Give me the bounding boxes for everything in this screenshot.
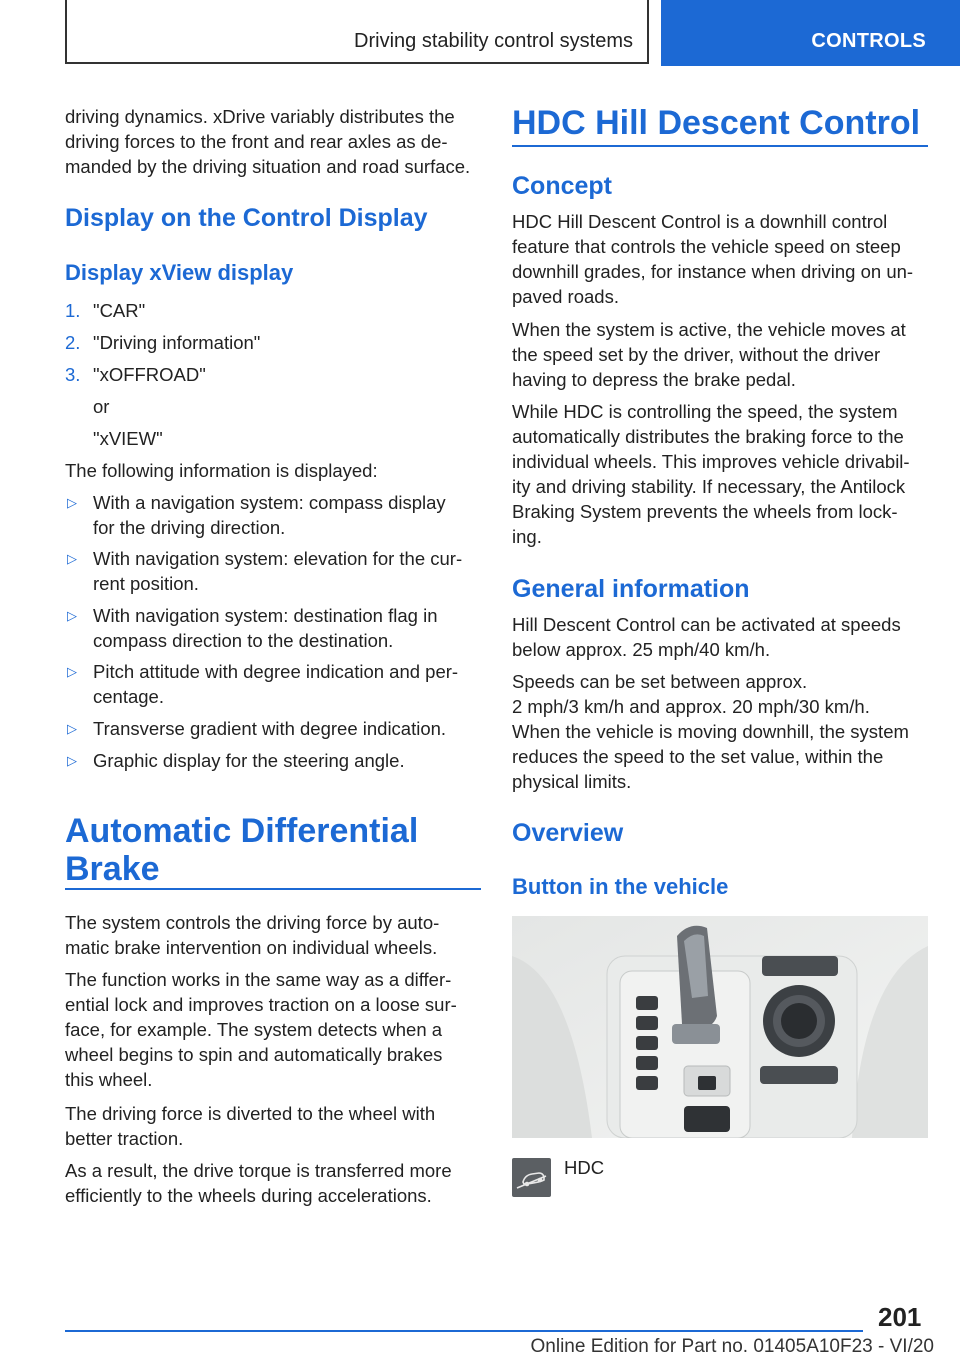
- text-line: individual wheels. This improves vehicle drivabil-: [512, 451, 910, 472]
- general-paragraph-2: [512, 669, 909, 794]
- page-number: 201: [878, 1302, 922, 1332]
- heading-general-information: General information: [512, 575, 750, 603]
- text-line: With a navigation system: compass display: [93, 492, 446, 513]
- concept-paragraph-2: [512, 317, 906, 392]
- footer-rule: [65, 1330, 863, 1332]
- text-line: 2 mph/3 km/h and approx. 20 mph/30 km/h.: [512, 696, 870, 717]
- text-line: While HDC is controlling the speed, the system: [512, 401, 898, 422]
- adb-paragraph-1: [65, 910, 439, 960]
- text-line: Braking System prevents the wheels from lock-: [512, 501, 898, 522]
- list-item: [93, 659, 458, 709]
- center-console-illustration: [512, 916, 928, 1138]
- text-line: compass direction to the destination.: [93, 630, 394, 651]
- general-paragraph-1: [512, 612, 901, 662]
- text-line: When the system is active, the vehicle moves at: [512, 319, 906, 340]
- text-line: downhill grades, for instance when driving on un-: [512, 261, 914, 282]
- triangle-bullet-icon: ▷: [67, 495, 77, 510]
- list-item: [93, 546, 462, 596]
- heading-line: Automatic Differential: [65, 812, 419, 850]
- text-line: this wheel.: [65, 1069, 153, 1090]
- heading-automatic-differential-brake: [65, 812, 418, 888]
- intro-paragraph: [65, 104, 470, 179]
- text-line: reduces the speed to the set value, within the: [512, 746, 884, 767]
- text-line: paved roads.: [512, 286, 619, 307]
- heading-underline: [512, 145, 928, 147]
- text-line: The system controls the driving force by auto-: [65, 912, 440, 933]
- text-line: With navigation system: destination flag in: [93, 605, 438, 626]
- text-line: Speeds can be set between approx.: [512, 671, 808, 692]
- concept-paragraph-3: [512, 399, 910, 549]
- list-item: [93, 603, 437, 653]
- text-line: The driving force is diverted to the wheel with: [65, 1103, 436, 1124]
- heading-display-control: Display on the Control Display: [65, 204, 428, 232]
- text-line: The function works in the same way as a differ-: [65, 969, 452, 990]
- text-line: face, for example. The system detects when a: [65, 1019, 443, 1040]
- text-line: Graphic display for the steering angle.: [93, 750, 405, 771]
- step-number: 2.: [65, 332, 81, 353]
- adb-paragraph-3: [65, 1101, 435, 1151]
- list-item: [93, 716, 446, 741]
- triangle-bullet-icon: ▷: [67, 608, 77, 623]
- list-item: [93, 490, 446, 540]
- heading-overview: Overview: [512, 819, 624, 847]
- triangle-bullet-icon: ▷: [67, 664, 77, 679]
- text-line: manded by the driving situation and road surface.: [65, 156, 471, 177]
- step-text: "CAR": [93, 300, 146, 321]
- text-line: matic brake intervention on individual wheels.: [65, 937, 438, 958]
- hdc-icon-label: HDC: [564, 1157, 605, 1178]
- text-line: driving forces to the front and rear axles as de-: [65, 131, 448, 152]
- text-line: better traction.: [65, 1128, 184, 1149]
- text-line: wheel begins to spin and automatically brakes: [65, 1044, 443, 1065]
- text-line: the speed set by the driver, without the driver: [512, 344, 881, 365]
- triangle-bullet-icon: ▷: [67, 551, 77, 566]
- step-alt: "xVIEW": [93, 428, 163, 449]
- step-text: "Driving information": [93, 332, 261, 353]
- text-line: automatically distributes the braking force to the: [512, 426, 904, 447]
- header-section-tab[interactable]: [661, 0, 960, 66]
- heading-hdc: HDC Hill Descent Control: [512, 104, 921, 142]
- heading-concept: Concept: [512, 172, 612, 200]
- heading-line: Brake: [65, 850, 160, 888]
- text-line: With navigation system: elevation for the cur-: [93, 548, 463, 569]
- step-number: 3.: [65, 364, 81, 385]
- text-line: HDC Hill Descent Control is a downhill control: [512, 211, 888, 232]
- adb-paragraph-4: [65, 1158, 452, 1208]
- text-line: below approx. 25 mph/40 km/h.: [512, 639, 771, 660]
- heading-button-in-vehicle: Button in the vehicle: [512, 874, 729, 899]
- text-line: driving dynamics. xDrive variably distributes the: [65, 106, 455, 127]
- text-line: efficiently to the wheels during accelerations.: [65, 1185, 432, 1206]
- center-console-photo: [512, 916, 928, 1138]
- text-line: physical limits.: [512, 771, 632, 792]
- text-line: ity and driving stability. If necessary, the Antilock: [512, 476, 906, 497]
- step-or: or: [93, 396, 110, 417]
- text-line: rent position.: [93, 573, 199, 594]
- text-line: As a result, the drive torque is transferred more: [65, 1160, 452, 1181]
- text-line: Hill Descent Control can be activated at speeds: [512, 614, 901, 635]
- text-line: ential lock and improves traction on a loose sur-: [65, 994, 457, 1015]
- adb-paragraph-2: [65, 967, 457, 1092]
- section-label: CONTROLS: [811, 30, 926, 52]
- hdc-button-icon: [512, 1158, 551, 1197]
- text-line: Transverse gradient with degree indication.: [93, 718, 447, 739]
- info-intro: The following information is displayed:: [65, 460, 378, 481]
- text-line: ing.: [512, 526, 542, 547]
- triangle-bullet-icon: ▷: [67, 753, 77, 768]
- triangle-bullet-icon: ▷: [67, 721, 77, 736]
- heading-underline: [65, 888, 481, 890]
- list-item: [93, 748, 405, 773]
- edition-label: Online Edition for Part no. 01405A10F23 - VI/20: [530, 1336, 934, 1357]
- chapter-title: Driving stability control systems: [354, 30, 633, 52]
- text-line: feature that controls the vehicle speed on steep: [512, 236, 901, 257]
- text-line: having to depress the brake pedal.: [512, 369, 796, 390]
- concept-paragraph-1: [512, 209, 913, 309]
- text-line: Pitch attitude with degree indication and per-: [93, 661, 459, 682]
- step-number: 1.: [65, 300, 81, 321]
- heading-xview: Display xView display: [65, 260, 294, 285]
- text-line: centage.: [93, 686, 164, 707]
- text-line: When the vehicle is moving downhill, the system: [512, 721, 909, 742]
- text-line: for the driving direction.: [93, 517, 286, 538]
- step-text: "xOFFROAD": [93, 364, 206, 385]
- header-chapter-box: [65, 0, 649, 64]
